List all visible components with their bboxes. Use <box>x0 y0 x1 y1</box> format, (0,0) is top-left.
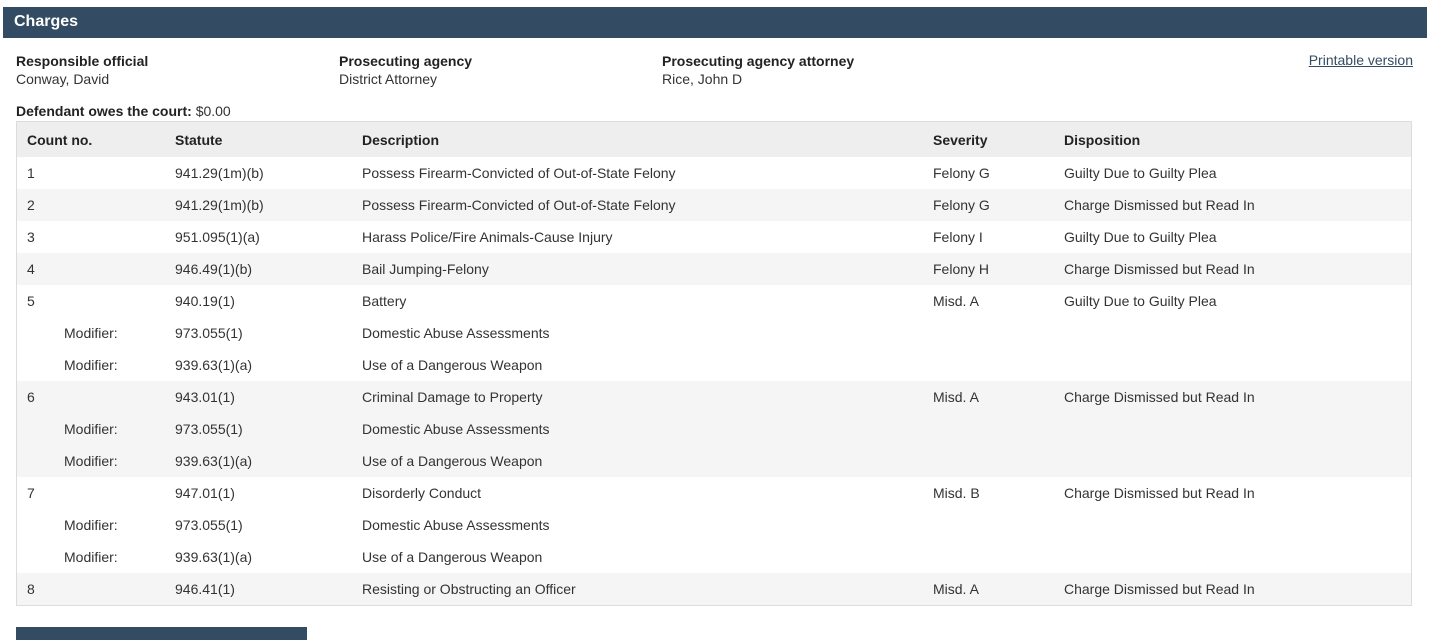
cell-description: Domestic Abuse Assessments <box>362 517 550 533</box>
col-header-statute: Statute <box>175 131 223 148</box>
cell-severity: Misd. A <box>933 389 979 405</box>
table-row <box>17 157 1411 189</box>
cell-disposition: Charge Dismissed but Read In <box>1064 581 1255 597</box>
table-row <box>17 573 1411 605</box>
cell-statute: 939.63(1)(a) <box>175 357 253 373</box>
cell-severity: Misd. B <box>933 485 980 501</box>
prosecuting-attorney-value: Rice, John D <box>662 71 743 87</box>
cell-description: Disorderly Conduct <box>362 485 482 501</box>
cell-count: 8 <box>27 581 35 597</box>
cell-statute: 951.095(1)(a) <box>175 229 260 245</box>
cell-severity: Misd. A <box>933 581 979 597</box>
printable-version-link[interactable]: Printable version <box>1308 52 1413 68</box>
cell-statute: 939.63(1)(a) <box>175 549 253 565</box>
cell-disposition <box>1064 413 1411 445</box>
table-row-modifier <box>17 413 1411 445</box>
prosecuting-agency-value: District Attorney <box>339 71 438 87</box>
cell-severity <box>933 541 1064 573</box>
cell-statute: 939.63(1)(a) <box>175 453 253 469</box>
cell-description: Use of a Dangerous Weapon <box>362 357 543 373</box>
cell-severity: Misd. A <box>933 293 979 309</box>
cell-statute: 947.01(1) <box>175 485 235 501</box>
cell-modifier-label: Modifier: <box>64 357 118 373</box>
table-header-row <box>17 122 1411 157</box>
cell-count: 3 <box>27 229 35 245</box>
cell-statute: 946.49(1)(b) <box>175 261 253 277</box>
cell-severity: Felony G <box>933 197 990 213</box>
cell-modifier-label: Modifier: <box>64 549 118 565</box>
cell-modifier-label: Modifier: <box>64 325 118 341</box>
prosecuting-attorney <box>662 53 854 88</box>
cell-severity <box>933 413 1064 445</box>
cell-count: 1 <box>27 165 35 181</box>
table-row <box>17 221 1411 253</box>
col-header-disposition: Disposition <box>1064 131 1141 148</box>
responsible-official <box>16 53 148 88</box>
cell-modifier-label: Modifier: <box>64 453 118 469</box>
cell-disposition: Charge Dismissed but Read In <box>1064 389 1255 405</box>
prosecuting-agency <box>339 53 472 88</box>
cell-count: 4 <box>27 261 35 277</box>
cell-severity: Felony H <box>933 261 990 277</box>
cell-description: Use of a Dangerous Weapon <box>362 549 543 565</box>
col-header-severity: Severity <box>933 131 988 148</box>
cell-count: 6 <box>27 389 35 405</box>
cell-description: Harass Police/Fire Animals-Cause Injury <box>362 229 613 245</box>
cell-statute: 973.055(1) <box>175 517 243 533</box>
cell-description: Possess Firearm-Convicted of Out-of-State Felony <box>362 197 676 213</box>
table-row-modifier <box>17 509 1411 541</box>
cell-severity <box>933 317 1064 349</box>
cell-description: Possess Firearm-Convicted of Out-of-State Felony <box>362 165 676 181</box>
next-section-header <box>16 627 307 640</box>
table-row <box>17 285 1411 317</box>
cell-description: Resisting or Obstructing an Officer <box>362 581 576 597</box>
cell-severity <box>933 445 1064 477</box>
responsible-official-label: Responsible official <box>16 53 149 69</box>
cell-statute: 941.29(1m)(b) <box>175 165 264 181</box>
cell-statute: 973.055(1) <box>175 421 243 437</box>
cell-count: 7 <box>27 485 35 501</box>
cell-disposition <box>1064 445 1411 477</box>
cell-severity <box>933 509 1064 541</box>
cell-disposition <box>1064 541 1411 573</box>
table-row <box>17 381 1411 413</box>
owes-label: Defendant owes the court: <box>16 103 192 119</box>
table-row-modifier <box>17 349 1411 381</box>
responsible-official-value: Conway, David <box>16 71 110 87</box>
section-title: Charges <box>14 13 79 30</box>
cell-modifier-label: Modifier: <box>64 421 118 437</box>
owes-value: $0.00 <box>195 103 231 119</box>
cell-disposition: Guilty Due to Guilty Plea <box>1064 165 1217 181</box>
cell-statute: 941.29(1m)(b) <box>175 197 264 213</box>
cell-statute: 943.01(1) <box>175 389 235 405</box>
cell-count: 2 <box>27 197 35 213</box>
prosecuting-agency-label: Prosecuting agency <box>339 53 473 69</box>
cell-description: Use of a Dangerous Weapon <box>362 453 543 469</box>
table-row-modifier <box>17 317 1411 349</box>
table-row-modifier <box>17 541 1411 573</box>
cell-disposition: Guilty Due to Guilty Plea <box>1064 293 1217 309</box>
cell-disposition <box>1064 317 1411 349</box>
cell-description: Criminal Damage to Property <box>362 389 543 405</box>
defendant-owes <box>16 103 231 119</box>
cell-description: Bail Jumping-Felony <box>362 261 489 277</box>
cell-statute: 940.19(1) <box>175 293 235 309</box>
cell-count: 5 <box>27 293 35 309</box>
cell-disposition: Charge Dismissed but Read In <box>1064 197 1255 213</box>
prosecuting-attorney-label: Prosecuting agency attorney <box>662 53 855 69</box>
cell-disposition: Charge Dismissed but Read In <box>1064 261 1255 277</box>
cell-modifier-label: Modifier: <box>64 517 118 533</box>
table-row <box>17 253 1411 285</box>
cell-severity <box>933 349 1064 381</box>
cell-disposition <box>1064 349 1411 381</box>
charges-section-header <box>3 7 1427 38</box>
cell-description: Domestic Abuse Assessments <box>362 325 550 341</box>
cell-severity: Felony I <box>933 229 983 245</box>
table-row-modifier <box>17 445 1411 477</box>
cell-disposition: Guilty Due to Guilty Plea <box>1064 229 1217 245</box>
col-header-description: Description <box>362 131 440 148</box>
table-row <box>17 477 1411 509</box>
cell-description: Domestic Abuse Assessments <box>362 421 550 437</box>
cell-disposition: Charge Dismissed but Read In <box>1064 485 1255 501</box>
col-header-count: Count no. <box>27 131 93 148</box>
charges-table <box>16 121 1412 606</box>
cell-description: Battery <box>362 293 407 309</box>
table-row <box>17 189 1411 221</box>
cell-statute: 973.055(1) <box>175 325 243 341</box>
cell-statute: 946.41(1) <box>175 581 235 597</box>
cell-severity: Felony G <box>933 165 990 181</box>
cell-disposition <box>1064 509 1411 541</box>
